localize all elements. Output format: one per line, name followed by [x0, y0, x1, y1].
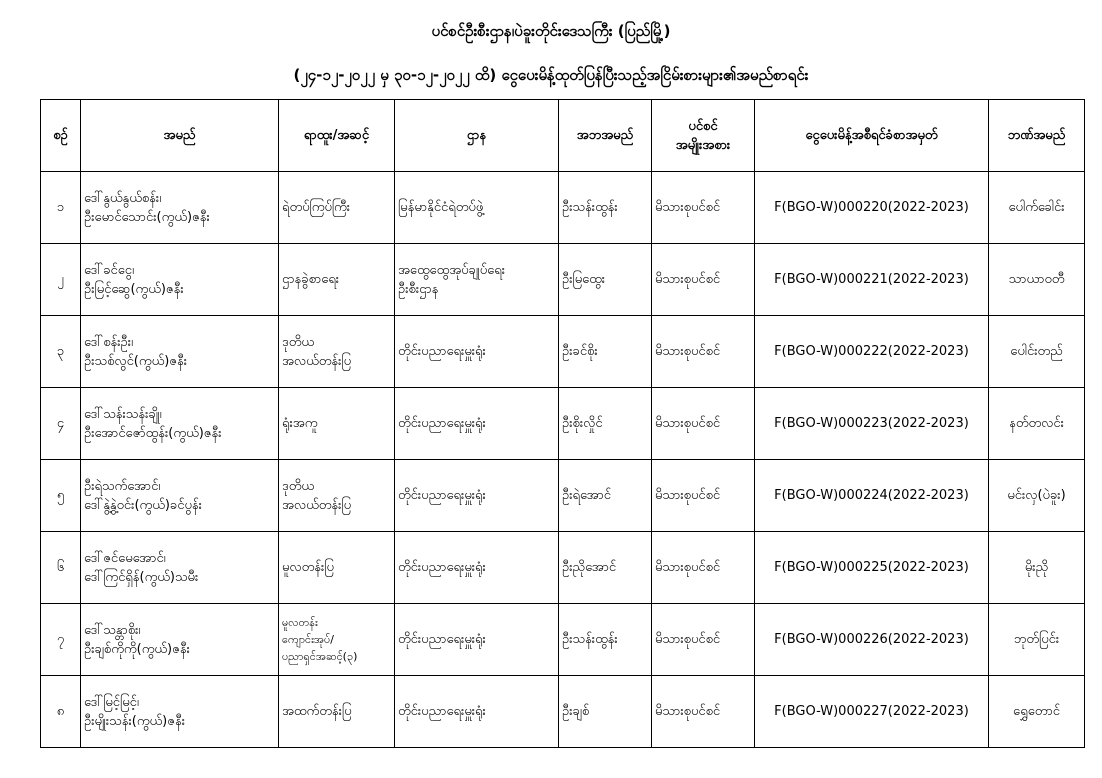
- cell-position-text: ရုံးအကူ: [282, 416, 318, 431]
- table-row: [41, 460, 1085, 532]
- cell-name-text: ဦးသစ်လွင်(ကွယ်)ဇနီး: [84, 353, 188, 369]
- cell-department-text: တိုင်းပညာရေးမှူးရုံး: [398, 560, 486, 575]
- cell-cert-no-text: F(BGO-W)000225(2022-2023): [774, 560, 969, 575]
- cell-pension-type-text: မိသားစုပင်စင်: [655, 344, 721, 359]
- cell-father-name-text: ဦးစိုးလှိုင်: [562, 416, 603, 431]
- cell-no-text: ၄: [56, 416, 65, 431]
- cell-name-text: ဦးမျိုးသန်း(ကွယ်)ဇနီး: [84, 713, 186, 729]
- cell-bank-text: ရွှေတောင်: [1012, 704, 1061, 719]
- cell-department: [395, 244, 559, 316]
- cell-department-text: တိုင်းပညာရေးမှူးရုံး: [398, 488, 486, 503]
- cell-bank: [989, 388, 1085, 460]
- cell-father-name: [559, 244, 652, 316]
- cell-department: [395, 604, 559, 676]
- header-no: စဉ်: [41, 100, 81, 172]
- cell-pension-type: [652, 388, 755, 460]
- cell-name: [81, 604, 279, 676]
- cell-cert-no: [755, 604, 989, 676]
- cell-position-text: ဒုတိယ: [282, 478, 315, 494]
- cell-no-text: ၁: [56, 200, 65, 215]
- cell-father-name: [559, 604, 652, 676]
- cell-name-text: ဒေါ်ဇင်မေအောင်၊: [84, 550, 166, 566]
- cell-bank-text: ပေါက်ခေါင်း: [1008, 200, 1065, 215]
- cell-no-text: ၃: [56, 344, 65, 359]
- cell-pension-type: [652, 604, 755, 676]
- header-cert-no: ငွေပေးမိန့်အစီရင်ခံစာအမှတ်: [755, 100, 989, 172]
- cell-pension-type: [652, 676, 755, 748]
- cell-cert-no: [755, 388, 989, 460]
- header-bank: ဘဏ်အမည်: [989, 100, 1085, 172]
- header-father-name: အဘအမည်: [559, 100, 652, 172]
- table-body: [41, 172, 1085, 748]
- cell-name-text: ဦးချစ်ကိုကို(ကွယ်)ဇနီး: [84, 641, 190, 657]
- header-pension-type: [652, 100, 755, 172]
- cell-father-name-text: ဦးညိုအောင်: [562, 560, 617, 575]
- cell-department-text: အထွေထွေအုပ်ချုပ်ရေး: [398, 262, 506, 278]
- cell-father-name: [559, 388, 652, 460]
- cell-position-text: မူလတန်း: [282, 616, 318, 629]
- table-row: [41, 388, 1085, 460]
- cell-name-text: ဦးအောင်ဇော်ထွန်း(ကွယ်)ဇနီး: [84, 425, 222, 441]
- cell-cert-no: [755, 316, 989, 388]
- cell-cert-no: [755, 676, 989, 748]
- cell-position: [279, 172, 395, 244]
- cell-name: [81, 388, 279, 460]
- cell-no-text: ၇: [56, 632, 65, 647]
- table-row: [41, 676, 1085, 748]
- cell-name-text: ဒေါ်နွယ်နွယ်စန်း၊: [84, 190, 162, 206]
- cell-father-name-text: ဦးရဲအောင်: [562, 488, 612, 503]
- cell-pension-type-text: မိသားစုပင်စင်: [655, 488, 721, 503]
- cell-bank: [989, 532, 1085, 604]
- cell-cert-no-text: F(BGO-W)000224(2022-2023): [774, 488, 969, 503]
- table-row: [41, 172, 1085, 244]
- cell-father-name: [559, 460, 652, 532]
- cell-father-name-text: ဦးမြထွေး: [562, 272, 606, 287]
- cell-no: [41, 676, 81, 748]
- cell-pension-type-text: မိသားစုပင်စင်: [655, 560, 721, 575]
- header-pension-type-line2: အမျိုးအစား: [675, 137, 731, 153]
- cell-bank-text: မိုးညို: [1024, 560, 1049, 575]
- cell-no: [41, 244, 81, 316]
- cell-bank-text: ပေါင်းတည်: [1010, 344, 1063, 359]
- cell-cert-no: [755, 532, 989, 604]
- header-pension-type-line1: ပင်စင်: [688, 118, 718, 134]
- cell-position-text: ဒုတိယ: [282, 334, 315, 350]
- cell-father-name-text: ဦးသန်းထွန်း: [562, 200, 618, 215]
- cell-pension-type-text: မိသားစုပင်စင်: [655, 704, 721, 719]
- cell-pension-type-text: မိသားစုပင်စင်: [655, 272, 721, 287]
- cell-no: [41, 172, 81, 244]
- table-row: [41, 604, 1085, 676]
- cell-department: [395, 172, 559, 244]
- document-title: ပင်စင်ဦးစီးဌာန၊ပဲခူးတိုင်းဒေသကြီး (ပြည်မြို့): [431, 22, 671, 40]
- cell-name: [81, 244, 279, 316]
- cell-name: [81, 676, 279, 748]
- cell-position: [279, 244, 395, 316]
- cell-father-name-text: ဦးသန်းထွန်း: [562, 632, 618, 647]
- cell-name: [81, 532, 279, 604]
- cell-name-text: ဦးမြင့်ဆွေ(ကွယ်)ဇနီး: [84, 281, 184, 297]
- cell-position-text: အထက်တန်းပြ: [282, 704, 352, 719]
- cell-bank: [989, 244, 1085, 316]
- cell-department-text: တိုင်းပညာရေးမှူးရုံး: [398, 704, 486, 719]
- header-name: အမည်: [81, 100, 279, 172]
- cell-cert-no-text: F(BGO-W)000227(2022-2023): [774, 704, 969, 719]
- cell-position-text: အလယ်တန်းပြ: [282, 497, 352, 513]
- cell-father-name: [559, 172, 652, 244]
- cell-department: [395, 316, 559, 388]
- cell-position: [279, 604, 395, 676]
- cell-bank: [989, 460, 1085, 532]
- cell-position-text: ပညာရှင်အဆင့်(၃): [282, 650, 358, 663]
- cell-father-name-text: ဦးချစ်: [562, 704, 590, 719]
- cell-no: [41, 388, 81, 460]
- cell-cert-no: [755, 244, 989, 316]
- cell-bank: [989, 316, 1085, 388]
- cell-position-text: မူလတန်းပြ: [282, 560, 334, 575]
- cell-name-text: ဒေါ်စန်းဦး၊: [84, 334, 134, 350]
- cell-position-text: အလယ်တန်းပြ: [282, 353, 352, 369]
- table-row: [41, 244, 1085, 316]
- cell-bank-text: သာယာဝတီ: [1008, 272, 1065, 287]
- cell-name: [81, 316, 279, 388]
- cell-position: [279, 676, 395, 748]
- cell-pension-type: [652, 316, 755, 388]
- cell-department-text: တိုင်းပညာရေးမှူးရုံး: [398, 344, 486, 359]
- cell-cert-no-text: F(BGO-W)000223(2022-2023): [774, 416, 969, 431]
- pension-register-table: [40, 99, 1085, 748]
- document-subtitle: (၂၄-၁၂-၂၀၂၂ မှ ၃၀-၁၂-၂၀၂၂ ထိ) ငွေပေးမိန့်ထုတ်ပြန်ပြီးသည့်အငြိမ်းစားများ၏အမည်စာရင်း: [293, 66, 809, 84]
- cell-position-text: ကျောင်းအုပ်/: [282, 633, 334, 646]
- cell-position: [279, 532, 395, 604]
- cell-name-text: ဦးမောင်သောင်း(ကွယ်)ဇနီး: [84, 209, 210, 225]
- table-header-row: [41, 100, 1085, 172]
- cell-pension-type: [652, 532, 755, 604]
- cell-name-text: ဒေါ်သန်းသန်းချို၊: [84, 406, 162, 422]
- cell-department-text: မြန်မာနိုင်ငံရဲတပ်ဖွဲ့: [398, 200, 484, 215]
- cell-bank-text: မင်းလှ(ပဲခူး): [1007, 488, 1066, 503]
- cell-cert-no-text: F(BGO-W)000222(2022-2023): [774, 344, 969, 359]
- cell-father-name-text: ဦးခင်စိုး: [562, 344, 598, 359]
- cell-department-text: တိုင်းပညာရေးမှူးရုံး: [398, 416, 486, 431]
- cell-cert-no-text: F(BGO-W)000226(2022-2023): [774, 632, 969, 647]
- cell-pension-type-text: မိသားစုပင်စင်: [655, 416, 721, 431]
- cell-no-text: ၆: [56, 560, 65, 575]
- cell-department: [395, 388, 559, 460]
- cell-position-text: ဌာနခွဲစာရေး: [282, 272, 340, 287]
- cell-position: [279, 388, 395, 460]
- header-department: ဌာန: [395, 100, 559, 172]
- cell-no-text: ၅: [56, 488, 65, 503]
- header-position: ရာထူး/အဆင့်: [279, 100, 395, 172]
- cell-pension-type: [652, 244, 755, 316]
- cell-name-text: ဦးရဲသက်အောင်၊: [84, 478, 161, 494]
- cell-bank: [989, 676, 1085, 748]
- cell-department-text: တိုင်းပညာရေးမှူးရုံး: [398, 632, 486, 647]
- cell-father-name: [559, 532, 652, 604]
- cell-department-text: ဦးစီးဌာန: [398, 281, 439, 297]
- cell-bank: [989, 604, 1085, 676]
- table-row: [41, 532, 1085, 604]
- cell-no: [41, 604, 81, 676]
- cell-department: [395, 532, 559, 604]
- cell-position: [279, 460, 395, 532]
- cell-cert-no: [755, 172, 989, 244]
- cell-department: [395, 676, 559, 748]
- cell-pension-type: [652, 172, 755, 244]
- table-row: [41, 316, 1085, 388]
- cell-name-text: ဒေါ်မြင့်မြင့်၊: [84, 694, 139, 710]
- cell-cert-no: [755, 460, 989, 532]
- cell-name-text: ဒေါ်နွဲ့နွဲ့ဝင်း(ကွယ်)ခင်ပွန်း: [84, 497, 202, 513]
- cell-name-text: ဒေါ်ခင်ငွေ၊: [84, 262, 135, 278]
- cell-no-text: ၈: [56, 704, 65, 719]
- cell-no: [41, 316, 81, 388]
- cell-father-name: [559, 676, 652, 748]
- cell-position-text: ရဲတပ်ကြပ်ကြီး: [282, 200, 351, 215]
- cell-no: [41, 460, 81, 532]
- cell-department: [395, 460, 559, 532]
- cell-no-text: ၂: [57, 272, 64, 287]
- cell-pension-type-text: မိသားစုပင်စင်: [655, 200, 721, 215]
- cell-name-text: ဒေါ်သန္တာစိုး၊: [84, 622, 141, 638]
- cell-father-name: [559, 316, 652, 388]
- cell-name: [81, 172, 279, 244]
- cell-name-text: ဒေါ်ကြင်ရှိန်(ကွယ်)သမီး: [84, 569, 199, 585]
- cell-bank: [989, 172, 1085, 244]
- cell-bank-text: ဘုတ်ပြင်း: [1013, 632, 1060, 647]
- cell-bank-text: နတ်တလင်း: [1009, 416, 1064, 431]
- cell-pension-type-text: မိသားစုပင်စင်: [655, 632, 721, 647]
- cell-name: [81, 460, 279, 532]
- cell-cert-no-text: F(BGO-W)000220(2022-2023): [774, 200, 969, 215]
- cell-position: [279, 316, 395, 388]
- cell-cert-no-text: F(BGO-W)000221(2022-2023): [774, 272, 969, 287]
- cell-pension-type: [652, 460, 755, 532]
- cell-no: [41, 532, 81, 604]
